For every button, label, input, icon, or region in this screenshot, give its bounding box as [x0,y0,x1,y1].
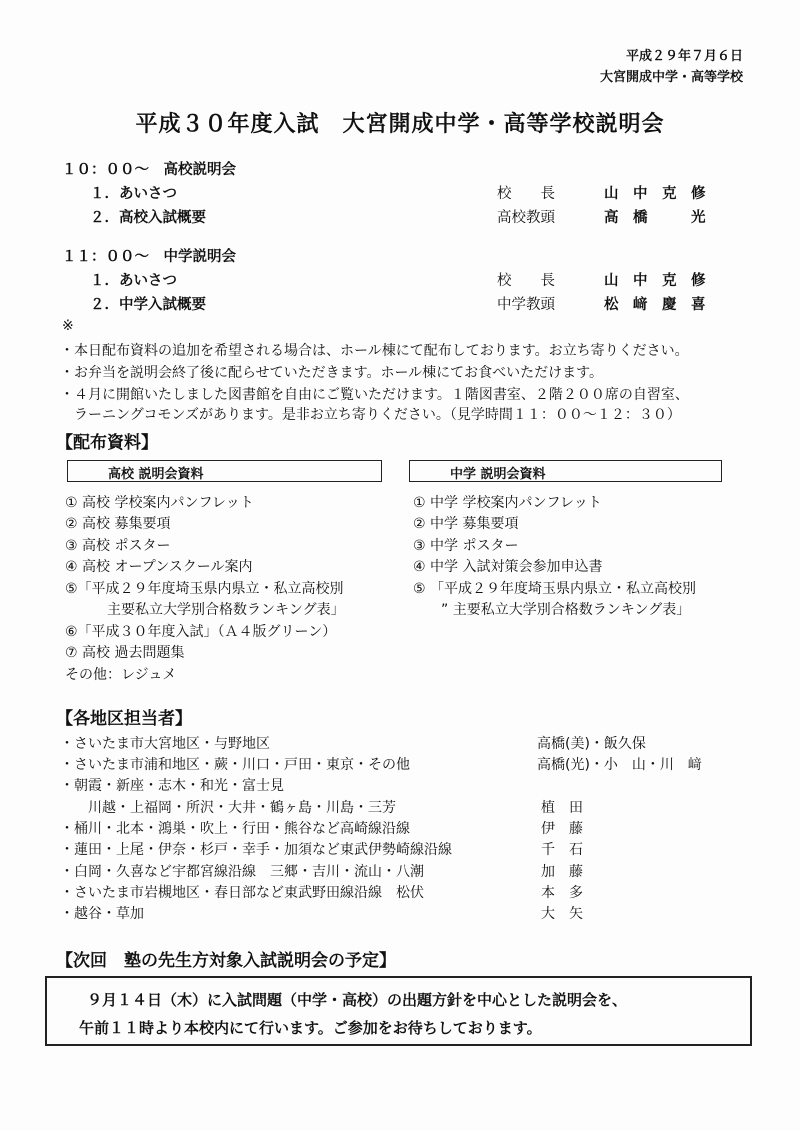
junior-material-item: ① 中学 学校案内パンフレット [413,495,602,511]
high-materials-label-box [67,460,382,482]
high-item-1-person: 山 中 克 修 [604,186,706,202]
high-material-item: ⑤「平成２９年度埼玉県内県立・私立高校別 [65,581,344,597]
high-material-item: ② 高校 募集要項 [65,516,171,532]
junior-materials-label-box [409,460,722,482]
region-area: ・白岡・久喜など宇都宮線沿線 三郷・吉川・流山・八潮 [60,864,424,880]
region-area: ・さいたま市大宮地区・与野地区 [60,736,270,752]
region-area: ・朝霞・新座・志木・和光・富士見 [60,778,284,794]
region-area: ・桶川・北本・鴻巣・吹上・行田・熊谷など高崎線沿線 [60,821,410,837]
next-line-1: ９月１４日（木）に入試問題（中学・高校）の出題方針を中心とした説明会を、 [87,991,628,1009]
high-material-item: ③ 高校 ポスター [65,538,171,554]
junior-material-item: ② 中学 募集要項 [413,516,519,532]
junior-material-item: ④ 中学 入試対策会参加申込書 [413,559,603,575]
junior-material-item: ” 主要私立大学別合格数ランキング表」 [413,602,691,618]
junior-item-2-role: 中学教頭 [497,297,555,313]
note-line: ラーニングコモンズがあります。是非お立ち寄りください。（見学時間１１：００～１２：３０） [60,407,681,423]
region-area: 川越・上福岡・所沢・大井・鶴ヶ島・川島・三芳 [60,800,396,816]
junior-item-1-role: 校 長 [497,273,555,289]
region-staff: 高橋(光)・小 山・川 﨑 [537,757,702,773]
high-item-1-role: 校 長 [497,186,555,202]
junior-material-item: ⑤ 「平成２９年度埼玉県内県立・私立高校別 [413,581,696,597]
high-material-item: 主要私立大学別合格数ランキング表」 [65,602,345,618]
high-item-2-label: ２．高校入試概要 [90,210,206,226]
region-staff: 本 多 [541,885,583,901]
high-session-time: １０：００～ 高校説明会 [62,162,236,178]
junior-item-1-label: １．あいさつ [90,273,177,289]
next-line-2: 午前１１時より本校内にて行います。ご参加をお待ちしております。 [79,1019,542,1037]
note-line: ・お弁当を説明会終了後に配らせていただきます。ホール棟にてお食べいただけます。 [60,365,604,381]
junior-session-time: １１：００～ 中学説明会 [62,249,236,265]
materials-heading: 【配布資料】 [56,433,158,453]
high-item-2-role: 高校教頭 [497,210,555,226]
document-title: 平成３０年度入試 大宮開成中学・高等学校説明会 [135,112,665,137]
school-name: 大宮開成中学・高等学校 [599,70,743,85]
note-line: ・本日配布資料の追加を希望される場合は、ホール棟にて配布しております。お立ち寄りください。 [60,343,689,359]
region-staff: 高橋(美)・飯久保 [537,736,646,752]
high-item-2-person: 高 橋 光 [604,210,706,226]
region-area: ・さいたま市岩槻地区・春日部など東武野田線沿線 松伏 [60,885,424,901]
next-announcement-box [45,976,752,1046]
junior-materials-label: 中学 説明会資料 [450,467,546,482]
high-material-item: ⑦ 高校 過去問題集 [65,645,185,661]
junior-item-2-label: ２．中学入試概要 [90,297,206,313]
region-staff: 伊 藤 [541,821,583,837]
notes-mark: ※ [62,318,74,334]
regions-heading: 【各地区担当者】 [56,709,192,729]
high-material-item: ① 高校 学校案内パンフレット [65,495,254,511]
region-area: ・蓮田・上尾・伊奈・杉戸・幸手・加須など東武伊勢崎線沿線 [60,842,452,858]
junior-item-2-person: 松 﨑 慶 喜 [604,297,706,313]
junior-material-item: ③ 中学 ポスター [413,538,519,554]
high-item-1-label: １．あいさつ [90,186,177,202]
region-staff: 植 田 [541,800,583,816]
region-staff: 千 石 [541,842,583,858]
region-area: ・さいたま市浦和地区・蕨・川口・戸田・東京・その他 [60,757,410,773]
region-staff: 大 矢 [541,906,583,922]
note-line: ・４月に開館いたしました図書館を自由にご覧いただけます。１階図書室、２階２００席の自習室、 [60,387,689,403]
document-date: 平成２９年７月６日 [625,49,743,64]
high-materials-label: 高校 説明会資料 [108,467,204,482]
high-material-item: その他：レジュメ [65,667,177,683]
region-staff: 加 藤 [541,864,583,880]
junior-item-1-person: 山 中 克 修 [604,273,706,289]
next-heading: 【次回 塾の先生方対象入試説明会の予定】 [56,951,396,971]
high-material-item: ⑥「平成３０年度入試」（Ａ４版グリーン） [65,624,337,640]
region-area: ・越谷・草加 [60,906,144,922]
high-material-item: ④ 高校 オープンスクール案内 [65,559,253,575]
